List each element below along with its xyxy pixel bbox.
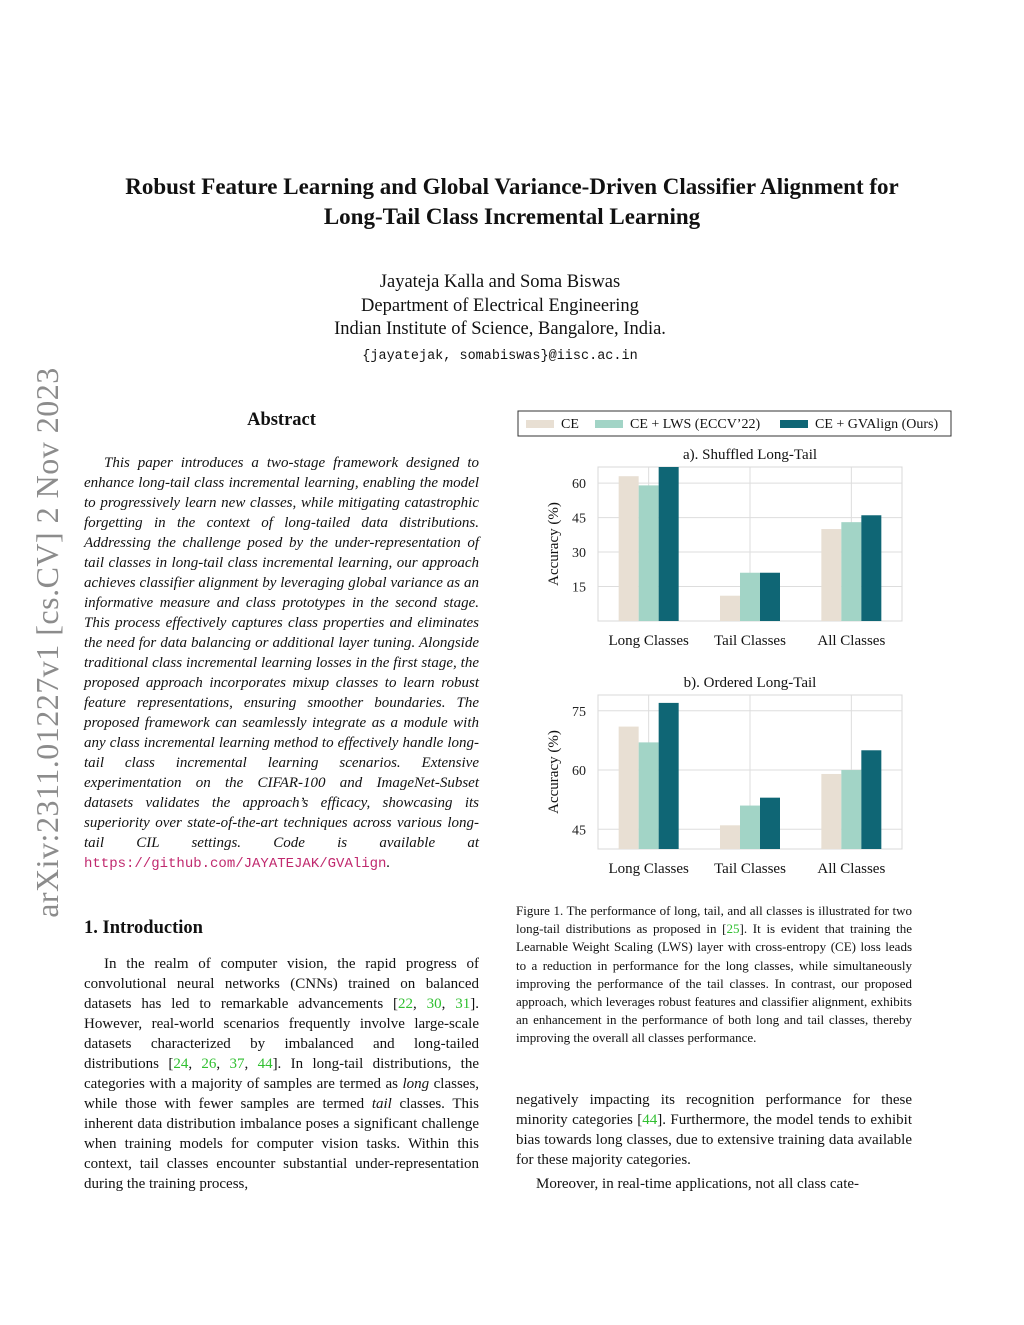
code-link[interactable]: https://github.com/JAYATEJAK/GVAlign	[84, 856, 387, 872]
bar	[639, 485, 659, 621]
bar	[861, 515, 881, 621]
arxiv-stamp-text: arXiv:2311.01227v1 [cs.CV] 2 Nov 2023	[28, 367, 65, 918]
bar	[720, 825, 740, 849]
bar	[821, 529, 841, 621]
intro-text-1: In the realm of computer vision, the rapid progress of convolutional neural networks (CNNs) trained on balanced datasets has led to remarkable advancements [	[84, 956, 479, 1012]
intro-italic-long: long	[402, 1076, 430, 1092]
y-tick-label: 60	[572, 764, 586, 780]
bar	[841, 522, 861, 621]
y-axis-label: Accuracy (%)	[546, 730, 562, 814]
title-line-2: Long-Tail Class Incremental Learning	[323, 204, 701, 229]
citation-link[interactable]: 31	[455, 996, 471, 1012]
author-block	[200, 271, 800, 368]
citation-link[interactable]: 24	[173, 1056, 189, 1072]
x-tick-label: All Classes	[817, 861, 886, 877]
legend-swatch	[595, 420, 623, 428]
citation-link[interactable]: 44	[642, 1112, 658, 1128]
right-paragraph-2: Moreover, in real-time applications, not all class cate-	[536, 1176, 860, 1192]
abstract-body-text: This paper introduces a two-stage framework designed to enhance long-tail class incremental learning, enabling the model to progressively learn new classes, while mitigating catastrophic forgetting in the context of long-tailed data distributions. Addressing the challenge posed by the under-representation of tail classes in long-tail class incremental learning, our approach achieves classifier alignment by leveraging global variance as an informative measure and class prototypes in the second stage. This process effectively captures class properties and eliminates the need for data balancing or additional layer tuning. Alongside traditional class incremental learning losses in the first stage, the proposed approach incorporates mixup classes to learn robust feature representations, ensuring smoother boundaries. The proposed framework can seamlessly integrate as a module with any class incremental learning method to effectively handle long-tail class incremental learning scenarios. Extensive experimentation on the CIFAR-100 and ImageNet-Subset datasets validates the approach’s efficacy, showcasing its superiority over state-of-the-art techniques across various long-tail CIL settings. Code is available at	[84, 455, 479, 851]
bar	[841, 770, 861, 849]
bar	[720, 596, 740, 621]
x-tick-label: Tail Classes	[714, 633, 786, 649]
citation-link[interactable]: 22	[398, 996, 414, 1012]
citation-link[interactable]: 44	[257, 1056, 273, 1072]
bar	[659, 703, 679, 849]
abstract-heading: Abstract	[247, 410, 316, 430]
caption-text-1: Figure 1. The performance of long, tail, and all classes is illustrated for two long-tail distributions as proposed in [	[516, 903, 912, 937]
bar	[659, 467, 679, 621]
citation-link[interactable]: 37	[229, 1056, 245, 1072]
author-email: {jayatejak, somabiswas}@iisc.ac.in	[362, 348, 638, 364]
y-tick-label: 15	[572, 580, 586, 596]
right-paragraph-1	[516, 1090, 912, 1170]
abstract-text	[84, 453, 479, 874]
caption-text-2: ]. It is evident that training the Learnable Weight Scaling (LWS) layer with cross-entropy (CE) loss leads to a reduction in performance for the long classes, while simultaneously improving the performance of the tail classes. In contrast, our proposed approach, which leverages robust features and classifier alignment, exhibits an enhancement in the performance of both long and tail classes, thereby improving the overall all classes performance.	[516, 921, 913, 1046]
right-text-2: ]. Furthermore, the model tends to exhibit bias towards long classes, due to extensive training data available for these majority categories.	[516, 1112, 912, 1168]
intro-text-3: ]. In long-tail distributions, the categories with a majority of samples are termed as	[84, 1056, 479, 1092]
right-column-text	[516, 1090, 912, 1194]
legend-swatch	[526, 420, 554, 428]
paper-title	[80, 172, 944, 232]
y-tick-label: 45	[572, 823, 586, 839]
intro-text-5: classes. This inherent data distribution imbalance poses a significant challenge when training models for computer vision tasks. Within this context, tail classes encounter substantial under-representation during the training process,	[84, 1096, 480, 1192]
arxiv-stamp	[22, 355, 72, 930]
introduction-paragraph: In the realm of computer vision, the rapid progress of convolutional neural networks (CNNs) trained on balanced datasets has led to remarkable advancements [22, 30, 31]. However, real-world scenarios frequently involve large-scale datasets characterized by imbalanced and long-tailed distributions [24, 26, 37, 44]. In long-tail distributions, the categories with a majority of samples are termed as long classes, while those with fewer samples are termed tail classes. This inherent data distribution imbalance poses a significant challenge when training models for computer vision tasks. Within this context, tail classes encounter substantial under-representation during the training process,	[84, 956, 480, 1192]
y-tick-label: 45	[572, 511, 586, 527]
bar	[740, 573, 760, 621]
intro-italic-tail: tail	[371, 1096, 392, 1112]
bar	[760, 573, 780, 621]
intro-text-4: classes, while those with fewer samples are termed	[84, 1076, 480, 1112]
abstract-end: .	[386, 855, 391, 871]
legend-label: CE + GVAlign (Ours)	[815, 417, 939, 432]
x-tick-label: Tail Classes	[714, 861, 786, 877]
title-line-1: Robust Feature Learning and Global Variance-Driven Classifier Alignment for	[125, 174, 899, 199]
y-tick-label: 30	[572, 546, 586, 562]
x-tick-label: Long Classes	[608, 633, 689, 649]
legend-label: CE + LWS (ECCV’22)	[630, 417, 761, 432]
citation-link[interactable]: 26	[201, 1056, 217, 1072]
bar	[821, 774, 841, 849]
bar	[740, 806, 760, 849]
chart-title: b). Ordered Long-Tail	[683, 675, 817, 691]
legend-label: CE	[561, 417, 579, 432]
legend-swatch	[780, 420, 808, 428]
author-department: Department of Electrical Engineering	[361, 295, 639, 316]
bar	[760, 798, 780, 849]
citation-link[interactable]: 30	[426, 996, 442, 1012]
y-tick-label: 60	[572, 477, 586, 493]
bar	[861, 750, 881, 849]
bar	[619, 476, 639, 621]
section-heading-introduction: 1. Introduction	[84, 918, 203, 938]
author-names: Jayateja Kalla and Soma Biswas	[379, 272, 621, 292]
y-tick-label: 75	[572, 704, 586, 720]
figure-1	[510, 405, 960, 900]
x-tick-label: All Classes	[817, 633, 886, 649]
chart-title: a). Shuffled Long-Tail	[682, 447, 818, 463]
author-institute: Indian Institute of Science, Bangalore, India.	[334, 319, 666, 339]
right-text-1: negatively impacting its recognition performance for these minority categories [	[516, 1092, 912, 1128]
bar	[619, 727, 639, 849]
x-tick-label: Long Classes	[608, 861, 689, 877]
citation-link[interactable]: 25	[726, 921, 740, 937]
figure-caption	[516, 902, 912, 1048]
figure-chart-svg	[510, 405, 960, 900]
y-axis-label: Accuracy (%)	[546, 502, 562, 586]
bar	[639, 742, 659, 849]
intro-text-2: ]. However, real-world scenarios frequently involve large-scale datasets characterized by imbalanced and long-tailed distributions [	[84, 996, 479, 1072]
